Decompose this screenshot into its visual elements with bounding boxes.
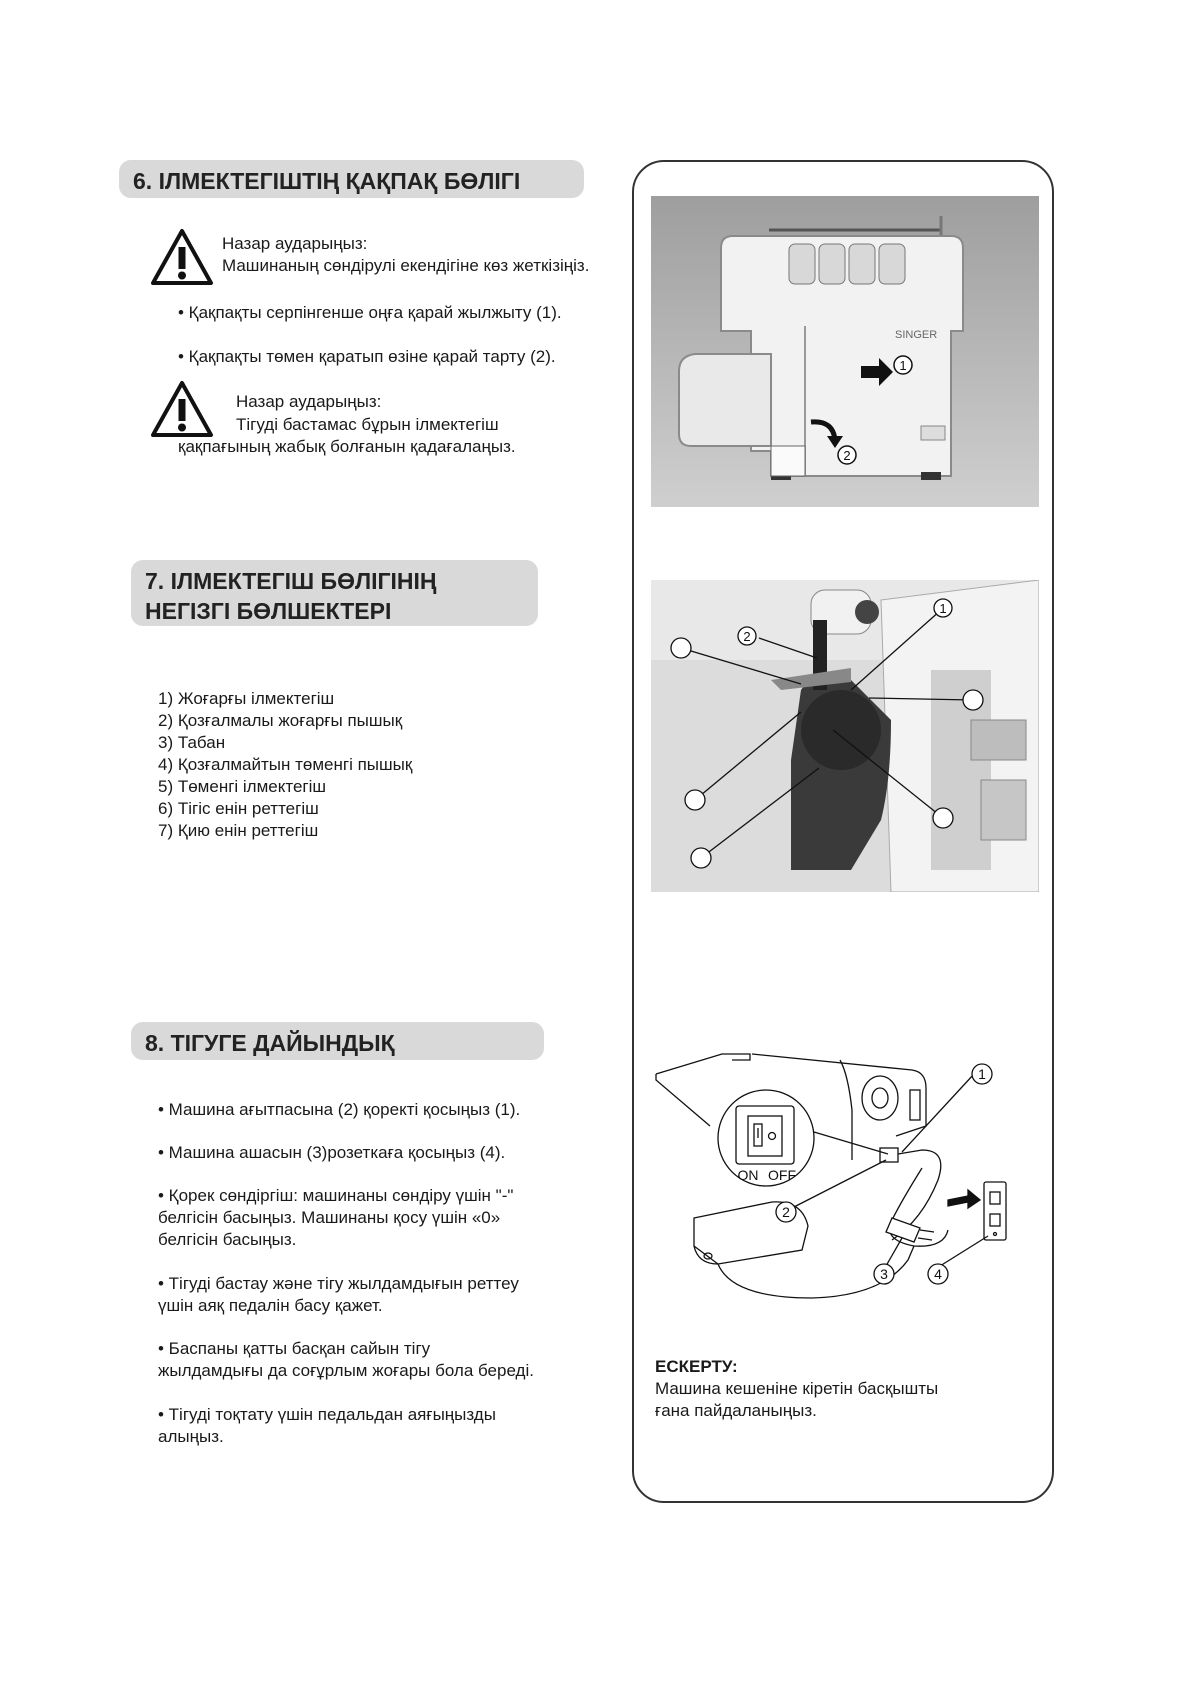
note-line1: Машина кешеніне кіретін басқышты: [655, 1379, 939, 1398]
section-8-title: 8. ТІГУГЕ ДАЙЫНДЫҚ: [131, 1022, 544, 1060]
section8-p3-l2: белгісін басыңыз. Машинаны қосу үшін «0»: [158, 1208, 501, 1227]
part-item: 2) Қозғалмалы жоғарғы пышық: [158, 711, 403, 730]
figure-label: 1: [939, 601, 947, 616]
part-item: 6) Тігіс енін реттегіш: [158, 799, 319, 818]
warning1-line2: Машинаның сөндірулі екендігіне көз жеткізіңіз.: [222, 256, 590, 275]
part-item: 5) Төменгі ілмектегіш: [158, 777, 327, 796]
part-item: 3) Табан: [158, 733, 226, 752]
section-7-title: [131, 560, 538, 626]
warning1-line1: Назар аударыңыз:: [222, 234, 368, 253]
note-title: ЕСКЕРТУ:: [655, 1357, 738, 1376]
warning2-line1: Назар аударыңыз:: [236, 392, 382, 411]
section6-bullet1: • Қақпақты серпінгенше оңға қарай жылжыту (1).: [178, 303, 562, 322]
warning2-line3: қақпағының жабық болғанын қадағалаңыз.: [178, 437, 516, 456]
section8-p3-l3: белгісін басыңыз.: [158, 1230, 297, 1249]
switch-on-label: ON: [737, 1167, 759, 1183]
warning-icon: [150, 228, 214, 286]
section8-p1: • Машина ағытпасына (2) қоректі қосыңыз (1).: [158, 1100, 521, 1119]
machine-cover-photo: [651, 196, 1039, 507]
brand-logo: SINGER: [895, 329, 938, 341]
warning2-line2: Тігуді бастамас бұрын ілмектегіш: [236, 415, 499, 434]
section8-p6-l2: алыңыз.: [158, 1427, 224, 1446]
part-item: 4) Қозғалмайтын төменгі пышық: [158, 755, 413, 774]
section8-p4-l1: • Тігуді бастау және тігу жылдамдығын реттеу: [158, 1274, 519, 1293]
figure-label: 2: [743, 629, 751, 644]
warning-icon: [150, 380, 214, 438]
figure-label: 4: [934, 1266, 942, 1282]
part-item: 7) Қию енін реттегіш: [158, 821, 319, 840]
section8-p2: • Машина ашасын (3)розеткаға қосыңыз (4).: [158, 1143, 506, 1162]
section-7-title-line1: 7. ІЛМЕКТЕГІШ БӨЛІГІНІҢ: [145, 568, 437, 594]
section8-p5-l1: • Баспаны қатты басқан сайын тігу: [158, 1339, 431, 1358]
figure-label: 2: [782, 1204, 790, 1220]
switch-off-label: OFF: [768, 1167, 796, 1183]
looper-parts-photo: [651, 580, 1039, 892]
section8-p6-l1: • Тігуді тоқтату үшін педальдан аяғыңызды: [158, 1405, 496, 1424]
note-line2: ғана пайдаланыңыз.: [655, 1401, 817, 1420]
part-item: 1) Жоғарғы ілмектегіш: [158, 689, 335, 708]
figure-label: 1: [978, 1066, 986, 1082]
power-connection-diagram: [652, 1050, 1038, 1310]
section8-p4-l2: үшін аяқ педалін басу қажет.: [158, 1296, 383, 1315]
section8-p5-l2: жылдамдығы да соғұрлым жоғары бола береді.: [158, 1361, 534, 1380]
section-6-title: 6. ІЛМЕКТЕГІШТІҢ ҚАҚПАҚ БӨЛІГІ: [119, 160, 584, 198]
section6-bullet2: • Қақпақты төмен қаратып өзіне қарай тарту (2).: [178, 347, 556, 366]
figure-label: 2: [843, 448, 851, 463]
figure-label: 3: [880, 1266, 888, 1282]
section-7-title-line2: НЕГІЗГІ БӨЛШЕКТЕРІ: [145, 598, 392, 624]
figure-label: 1: [899, 358, 907, 373]
section8-p3-l1: • Қорек сөндіргіш: машинаны сөндіру үшін "-": [158, 1186, 514, 1205]
